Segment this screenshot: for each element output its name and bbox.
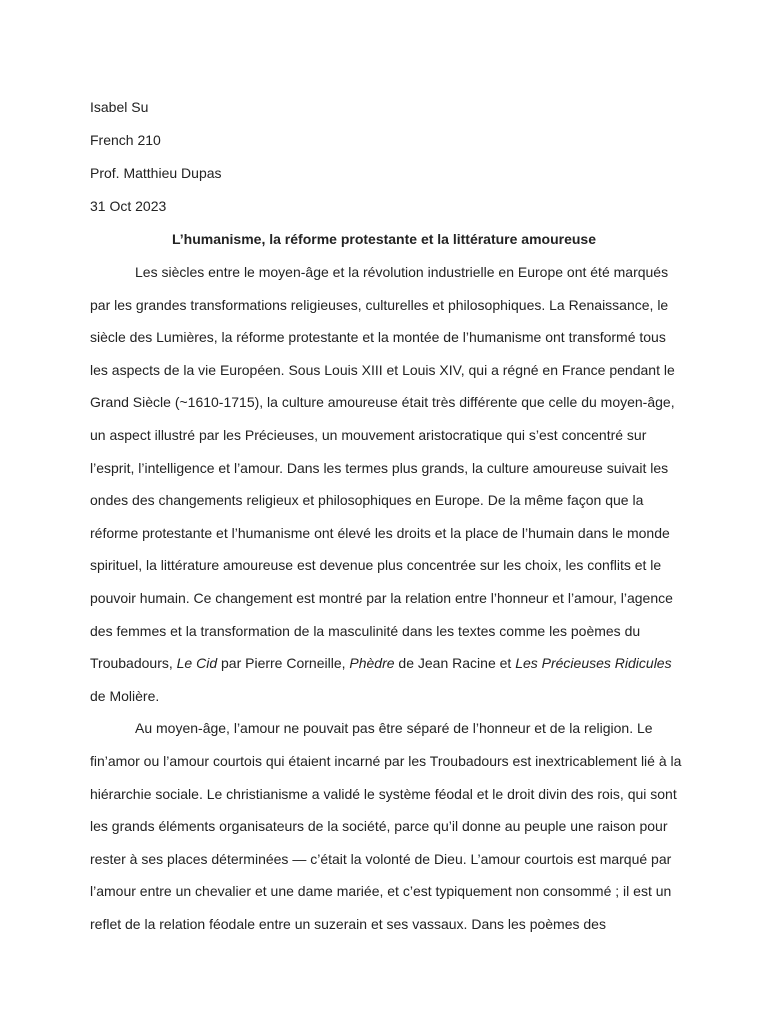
text-line xyxy=(90,386,680,419)
text-segment: l’esprit, l’intelligence et l’amour. Dans les termes plus grands, la culture amoureuse suivait les xyxy=(90,459,669,476)
text-segment: fin’amor ou l’amour courtois qui étaient incarné par les Troubadours est inextricablement lié à la xyxy=(90,752,682,769)
professor-name: Prof. Matthieu Dupas xyxy=(90,165,222,181)
text-segment: Grand Siècle (~1610-1715), la culture amoureuse était très différente que celle du moyen-âge, xyxy=(90,394,675,411)
text-line xyxy=(90,419,680,452)
text-line xyxy=(90,549,680,582)
text-segment: ondes des changements religieux et philosophiques en Europe. De la même façon que la xyxy=(90,492,644,509)
text-line xyxy=(90,712,680,745)
text-segment: rester à ses places déterminées — c’était la volonté de Dieu. L’amour courtois est marqué par xyxy=(90,850,672,867)
text-segment: de Jean Racine et xyxy=(394,655,516,672)
essay-body xyxy=(90,256,768,940)
text-line xyxy=(90,452,680,485)
text-line xyxy=(90,615,680,648)
text-segment: pouvoir humain. Ce changement est montré par la relation entre l’honneur et l’amour, l’agence xyxy=(90,589,673,606)
text-line xyxy=(90,647,680,680)
text-segment: par les grandes transformations religieuses, culturelles et philosophiques. La Renaissance, le xyxy=(90,296,669,313)
paragraph xyxy=(90,256,680,712)
italic-title-text: Le Cid xyxy=(176,655,218,672)
text-line xyxy=(90,908,680,941)
author-name: Isabel Su xyxy=(90,99,149,115)
text-line xyxy=(90,843,680,876)
text-line xyxy=(90,484,680,517)
italic-title-text: Phèdre xyxy=(349,655,395,672)
text-line xyxy=(90,256,680,289)
text-segment: des femmes et la transformation de la masculinité dans les textes comme les poèmes du xyxy=(90,622,641,639)
text-segment: réforme protestante et l’humanisme ont élevé les droits et la place de l’humain dans le monde xyxy=(90,524,670,541)
text-segment: reflet de la relation féodale entre un suzerain et ses vassaux. Dans les poèmes des xyxy=(90,915,606,932)
text-segment: Au moyen-âge, l’amour ne pouvait pas être séparé de l’honneur et de la religion. Le xyxy=(135,720,653,737)
text-segment: les aspects de la vie Européen. Sous Louis XIII et Louis XIV, qui a régné en France pendant le xyxy=(90,361,675,378)
text-segment: Les siècles entre le moyen-âge et la révolution industrielle en Europe ont été marqués xyxy=(135,264,669,280)
italic-title-text: Les Précieuses Ridicules xyxy=(515,655,672,672)
text-segment: spirituel, la littérature amoureuse est devenue plus concentrée sur les choix, les conflits et le xyxy=(90,557,662,574)
text-segment: un aspect illustré par les Précieuses, un mouvement aristocratique qui s’est concentré sur xyxy=(90,426,647,443)
text-line xyxy=(90,745,680,778)
text-segment: siècle des Lumières, la réforme protestante et la montée de l’humanisme ont transformé tous xyxy=(90,329,666,346)
text-segment: l’amour entre un chevalier et une dame mariée, et c’est typiquement non consommé ; il est un xyxy=(90,883,672,900)
text-segment: Troubadours, xyxy=(90,655,177,672)
text-line xyxy=(90,875,680,908)
text-line xyxy=(90,354,680,387)
text-line xyxy=(90,289,680,322)
text-line xyxy=(90,778,680,811)
text-line xyxy=(90,517,680,550)
text-segment: par Pierre Corneille, xyxy=(217,655,350,672)
text-line xyxy=(90,680,680,713)
text-segment: les grands éléments organisateurs de la société, parce qu’il donne au peuple une raison pour xyxy=(90,818,668,835)
date: 31 Oct 2023 xyxy=(90,198,167,214)
paragraph xyxy=(90,712,680,940)
text-segment: hiérarchie sociale. Le christianisme a validé le système féodal et le droit divin des rois, qui sont xyxy=(90,785,677,802)
course-name: French 210 xyxy=(90,132,161,148)
essay-title: L’humanisme, la réforme protestante et la littérature amoureuse xyxy=(171,231,597,247)
text-line xyxy=(90,810,680,843)
text-line xyxy=(90,582,680,615)
text-segment: de Molière. xyxy=(90,687,160,704)
text-line xyxy=(90,321,680,354)
